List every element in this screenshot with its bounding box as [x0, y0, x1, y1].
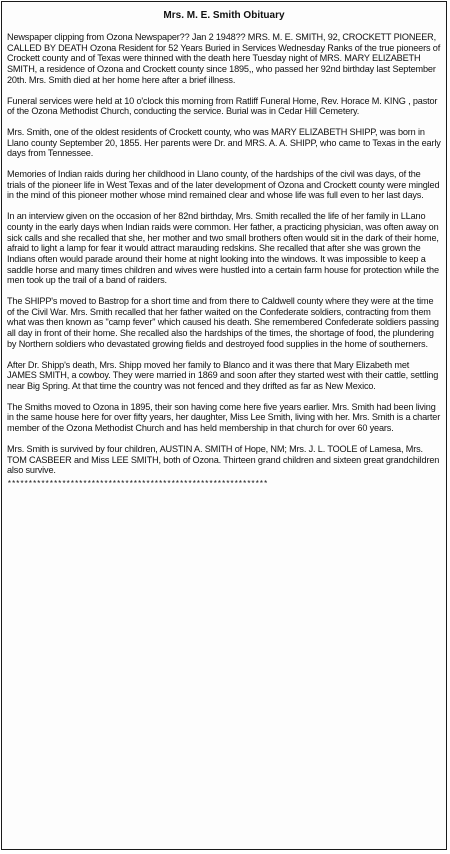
paragraph-survivors: Mrs. Smith is survived by four children, AUSTIN A. SMITH of Hope, NM; Mrs. J. L. TOOLE of Lamesa, Mrs. TOM CASBEER and Miss LEE SMITH, both of Ozona. Thirteen grand children and sixteen great grandchildren also survive.: [7, 443, 440, 476]
paragraph-funeral-services: Funeral services were held at 10 o'clock this morning from Ratliff Funeral Home, Rev. Horace M. KING , pastor of the Ozona Methodist Church, conducting the service. Burial was in Cedar Hill Cemetery.: [7, 95, 438, 117]
paragraph-birth-parents: Mrs. Smith, one of the oldest residents of Crockett county, who was MARY ELIZABETH SHIPP, was born in Llano county September 20, 1855. Her parents were Dr. and MRS. A. A. SHIPP, who came to Texas in the early days from Tennessee.: [7, 126, 441, 159]
paragraph-move-to-ozona: The Smiths moved to Ozona in 1895, their son having come here five years earlier. Mrs. Smith had been living in the same house here for over fifty years, her daughter, Miss Lee Smith, living with her. Mrs. Smith is a charter member of the Ozona Methodist Church and has held membership in that church for over 60 years.: [7, 401, 441, 434]
paragraph-memories: Memories of Indian raids during her childhood in Llano county, of the hardships of the civil was days, of the trials of the pioneer life in West Texas and of the later development of Ozona and Crockett county were mingled in the mind of this pioneer mother whose mind remained clear and whose life was full even to her last days.: [7, 169, 440, 201]
paragraph-interview: In an interview given on the occasion of her 82nd birthday, Mrs. Smith recalled the life of her family in LLano county in the early days when Indian raids were common. Her father, a practicing physician, was often away on sick calls and she recalled that she, her mother and two small brothers often would sit in the dark of their home, afraid to light a lamp for fear it would attract marauding redskins. She recalled that after she was grown the Indians often would parade around their home at night looking into the windows. It was impossible to keep a saddle horse and many times children and wives were hustled into a certain farm house for protection while the men took up the trail of a band of raiders.: [7, 211, 439, 286]
paragraph-marriage: After Dr. Shipp's death, Mrs. Shipp moved her family to Blanco and it was there that Mary Elizabeth met JAMES SMITH, a cowboy. They were married in 1869 and soon after they started west with their cattle, settling near Big Spring. At that time the country was not fenced and they drifted as far as New Mexico.: [7, 359, 439, 391]
obituary-document: [1, 1, 447, 850]
document-title: Mrs. M. E. Smith Obituary: [163, 10, 285, 21]
paragraph-clipping-header: Newspaper clipping from Ozona Newspaper?? Jan 2 1948?? MRS. M. E. SMITH, 92, CROCKETT PIONEER, CALLED BY DEATH Ozona Resident for 52 Years Buried in Services Wednesday Ranks of the true pioneers of Crockett county and of Texas were thinned with the death here Tuesday night of MRS. MARY ELIZABETH SMITH, a residence of Ozona and Crockett county since 1895,, who passed her 92nd birthday last September 20th. Mrs. Smith died at her home here after a brief illness.: [7, 32, 441, 85]
footer-asterisk-rule: **************************************************************: [7, 479, 268, 489]
paragraph-civil-war: The SHIPP's moved to Bastrop for a short time and from there to Caldwell county where they were at the time of the Civil War. Mrs. Smith recalled that her father waited on the Confederate soldiers, contracting from them what was then known as "camp fever" which caused his death. She remembered Confederate soldiers passing all day in front of their home. She recalled also the hardships of the times, the shortage of food, the plundering by Northern soldiers who devastated growing fields and destroyed food supplies in the home of southerners.: [7, 296, 439, 349]
